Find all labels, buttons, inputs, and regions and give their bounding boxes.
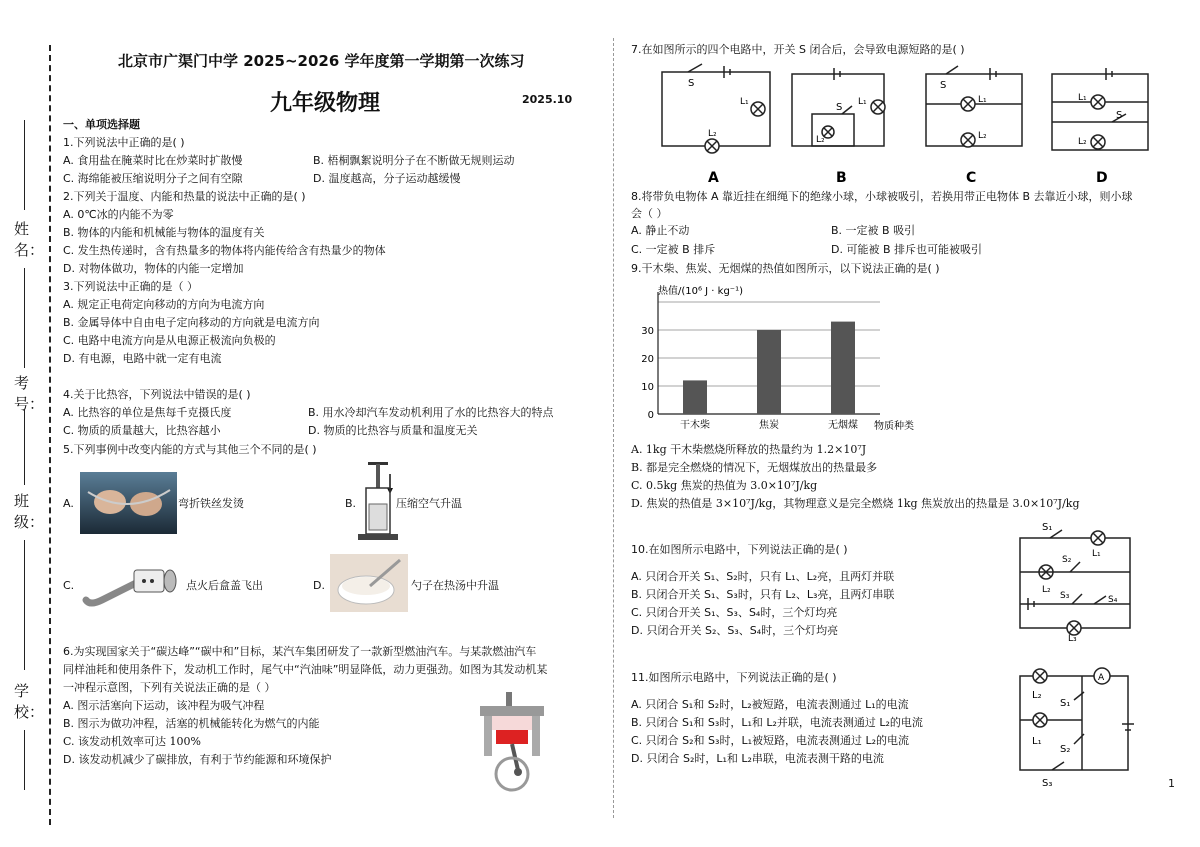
svg-text:S₁: S₁ [1060, 698, 1071, 709]
q7-label-a: A [708, 170, 719, 186]
subject-title: 九年级物理 [270, 90, 381, 116]
svg-text:S₂: S₂ [1060, 744, 1071, 755]
q9-option-b: B. 都是完全燃烧的情况下，无烟煤放出的热量最多 [631, 461, 878, 474]
q2-option-d: D. 对物体做功，物体的内能一定增加 [63, 262, 244, 275]
q4-option-a: A. 比热容的单位是焦每千克摄氏度 [63, 406, 232, 419]
svg-text:S₂: S₂ [1062, 555, 1072, 565]
q10-option-d: D. 只闭合开关 S₂、S₃、S₄时，三个灯均亮 [631, 624, 839, 637]
svg-text:L₁: L₁ [978, 95, 987, 105]
q7-stem: 7.在如图所示的四个电路中，开关 S 闭合后，会导致电源短路的是( ) [631, 43, 965, 56]
chart-bar [831, 322, 855, 414]
chart-bar [757, 330, 781, 414]
svg-text:L₂: L₂ [708, 129, 717, 139]
chart-y-tick-label: 10 [641, 382, 654, 393]
q5-d-text: 勺子在热汤中升温 [411, 579, 499, 592]
bending-wire-image [80, 472, 177, 534]
exam-date: 2025.10 [522, 93, 573, 106]
q3-option-d: D. 有电源，电路中就一定有电流 [63, 352, 222, 365]
q1-option-b: B. 梧桐飘絮说明分子在不断做无规则运动 [313, 154, 515, 167]
svg-text:A: A [1098, 673, 1105, 683]
q2-option-c: C. 发生热传递时，含有热量多的物体将内能传给含有热量少的物体 [63, 244, 386, 257]
chart-x-tick-label: 无烟煤 [828, 420, 858, 431]
class-line [24, 540, 25, 670]
chart-bar [683, 380, 707, 414]
q4-option-b: B. 用水冷却汽车发动机利用了水的比热容大的特点 [308, 406, 554, 419]
heat-value-chart [628, 282, 928, 434]
svg-text:S₃: S₃ [1042, 778, 1053, 789]
q4-option-d: D. 物质的比热容与质量和温度无关 [308, 424, 478, 437]
hot-soup-spoon-image [330, 554, 408, 612]
svg-text:L₁: L₁ [740, 97, 749, 107]
svg-text:L₂: L₂ [1042, 585, 1051, 595]
binding-dashed-line [49, 45, 51, 825]
name-line-lower [24, 268, 25, 368]
svg-text:L₂: L₂ [816, 135, 825, 145]
svg-text:L₃: L₃ [1068, 634, 1077, 642]
q2-option-b: B. 物体的内能和机械能与物体的温度有关 [63, 226, 265, 239]
q11-option-c: C. 只闭合 S₂和 S₃时，L₁被短路，电流表测通过 L₂的电流 [631, 734, 910, 747]
name-line [24, 120, 25, 210]
q11-option-d: D. 只闭合 S₂时，L₁和 L₂串联，电流表测干路的电流 [631, 752, 884, 765]
q8-option-c: C. 一定被 B 排斥 [631, 243, 716, 256]
q6-option-a: A. 图示活塞向下运动，该冲程为吸气冲程 [63, 699, 265, 712]
q5-c-label: C. [63, 579, 75, 592]
svg-text:L₁: L₁ [1092, 549, 1101, 559]
q1-option-c: C. 海绵能被压缩说明分子之间有空隙 [63, 172, 243, 185]
engine-cylinder-image [476, 690, 548, 796]
svg-text:L₂: L₂ [1032, 690, 1042, 701]
q9-option-c: C. 0.5kg 焦炭的热值为 3.0×10⁷J/kg [631, 479, 818, 492]
q6-stem-line3: 一冲程示意图，下列有关说法正确的是（ ） [63, 681, 276, 694]
svg-text:L₂: L₂ [978, 131, 987, 141]
q5-stem: 5.下列事例中改变内能的方式与其他三个不同的是( ) [63, 443, 317, 456]
q5-c-text: 点火后盒盖飞出 [186, 579, 263, 592]
q1-option-a: A. 食用盐在腌菜时比在炒菜时扩散慢 [63, 154, 243, 167]
section-heading: 一、单项选择题 [63, 118, 140, 131]
q3-stem: 3.下列说法中正确的是（ ） [63, 280, 198, 293]
q4-stem: 4.关于比热容，下列说法中错误的是( ) [63, 388, 251, 401]
svg-text:S: S [836, 102, 843, 113]
q5-b-label: B. [345, 497, 357, 510]
q8-option-d: D. 可能被 B 排斥也可能被吸引 [831, 243, 983, 256]
q3-option-a: A. 规定正电荷定向移动的方向为电流方向 [63, 298, 265, 311]
q10-option-c: C. 只闭合开关 S₁、S₃、S₄时，三个灯均亮 [631, 606, 838, 619]
name-label: 姓名： [14, 220, 45, 259]
q2-stem: 2.下列关于温度、内能和热量的说法中正确的是( ) [63, 190, 306, 203]
q7-label-d: D [1096, 170, 1108, 186]
q4-option-c: C. 物质的质量越大，比热容越小 [63, 424, 221, 437]
q1-stem: 1.下列说法中正确的是( ) [63, 136, 185, 149]
q6-stem-line2: 同样油耗和使用条件下，发动机工作时，尾气中“汽油味”明显降低，动力更强劲。如图为其发动机某 [63, 663, 548, 676]
q6-option-b: B. 图示为做功冲程，活塞的机械能转化为燃气的内能 [63, 717, 320, 730]
q3-option-b: B. 金属导体中自由电子定向移动的方向就是电流方向 [63, 316, 320, 329]
q9-stem: 9.干木柴、焦炭、无烟煤的热值如图所示，以下说法正确的是( ) [631, 262, 940, 275]
svg-text:L₁: L₁ [1032, 736, 1042, 747]
q10-stem: 10.在如图所示电路中，下列说法正确的是( ) [631, 543, 848, 556]
svg-text:L₁: L₁ [1078, 93, 1087, 103]
svg-text:S: S [688, 78, 695, 89]
q7-label-b: B [836, 170, 847, 186]
svg-text:L₂: L₂ [1078, 137, 1087, 147]
q2-option-a: A. 0℃冰的内能不为零 [63, 208, 174, 221]
column-divider [613, 38, 614, 818]
q8-stem-line1: 8.将带负电物体 A 靠近挂在细绳下的绝缘小球，小球被吸引，若换用带正电物体 B 去靠近小球，则小球 [631, 190, 1133, 203]
chart-y-tick-label: 0 [647, 410, 654, 421]
chart-x-axis-label: 物质种类 [874, 421, 914, 432]
exam-no-line [24, 410, 25, 485]
chart-y-axis-label: 热值/(10⁶ J · kg⁻¹) [658, 286, 743, 297]
q5-b-text: 压缩空气升温 [396, 497, 462, 510]
q5-a-text: 弯折铁丝发烫 [178, 497, 244, 510]
q8-stem-line2: 会（ ） [631, 207, 668, 220]
q10-option-b: B. 只闭合开关 S₁、S₃时，只有 L₂、L₃亮，且两灯串联 [631, 588, 895, 601]
school-label: 学校： [14, 682, 45, 721]
q9-option-a: A. 1kg 干木柴燃烧所释放的热量约为 1.2×10⁷J [631, 443, 867, 456]
q1-option-d: D. 温度越高，分子运动越缓慢 [313, 172, 461, 185]
svg-text:S₄: S₄ [1108, 595, 1118, 605]
svg-text:S₃: S₃ [1060, 591, 1070, 601]
q5-a-label: A. [63, 497, 74, 510]
q8-option-a: A. 静止不动 [631, 224, 690, 237]
q8-option-b: B. 一定被 B 吸引 [831, 224, 916, 237]
exam-no-label: 考号： [14, 374, 45, 413]
q5-d-label: D. [313, 579, 325, 592]
q6-option-c: C. 该发动机效率可达 100% [63, 735, 201, 748]
svg-text:L₁: L₁ [858, 97, 867, 107]
q3-option-c: C. 电路中电流方向是从电源正极流向负极的 [63, 334, 276, 347]
class-label: 班级： [14, 492, 45, 531]
chart-y-tick-label: 20 [641, 354, 654, 365]
svg-text:S: S [1116, 110, 1123, 121]
svg-text:S: S [940, 80, 947, 91]
chart-y-tick-label: 30 [641, 326, 654, 337]
chart-x-tick-label: 焦炭 [759, 420, 779, 431]
q11-option-b: B. 只闭合 S₁和 S₃时，L₁和 L₂并联，电流表测通过 L₂的电流 [631, 716, 923, 729]
svg-text:S₁: S₁ [1042, 522, 1053, 533]
q11-option-a: A. 只闭合 S₁和 S₂时，L₂被短路，电流表测通过 L₁的电流 [631, 698, 909, 711]
q6-option-d: D. 该发动机减少了碳排放，有利于节约能源和环境保护 [63, 753, 332, 766]
q10-circuit-diagram [1012, 518, 1142, 642]
q10-option-a: A. 只闭合开关 S₁、S₂时，只有 L₁、L₂亮，且两灯并联 [631, 570, 895, 583]
q7-label-c: C [966, 170, 977, 186]
q6-stem-line1: 6.为实现国家关于“碳达峰”“碳中和”目标，某汽车集团研发了一款新型燃油汽车。与某款燃油汽车 [63, 645, 537, 658]
q7-circuit-diagrams [630, 62, 1150, 186]
q11-stem: 11.如图所示电路中，下列说法正确的是( ) [631, 671, 837, 684]
school-line [24, 730, 25, 790]
ignition-box-image [78, 560, 186, 616]
q11-circuit-diagram [1012, 664, 1142, 790]
chart-x-tick-label: 干木柴 [680, 420, 710, 431]
q9-option-d: D. 焦炭的热值是 3×10⁷J/kg，其物理意义是完全燃烧 1kg 焦炭放出的热量是 3.0×10⁷J/kg [631, 497, 1080, 510]
exam-title: 北京市广渠门中学 2025~2026 学年度第一学期第一次练习 [118, 52, 525, 70]
page-number: 1 [1168, 777, 1175, 790]
